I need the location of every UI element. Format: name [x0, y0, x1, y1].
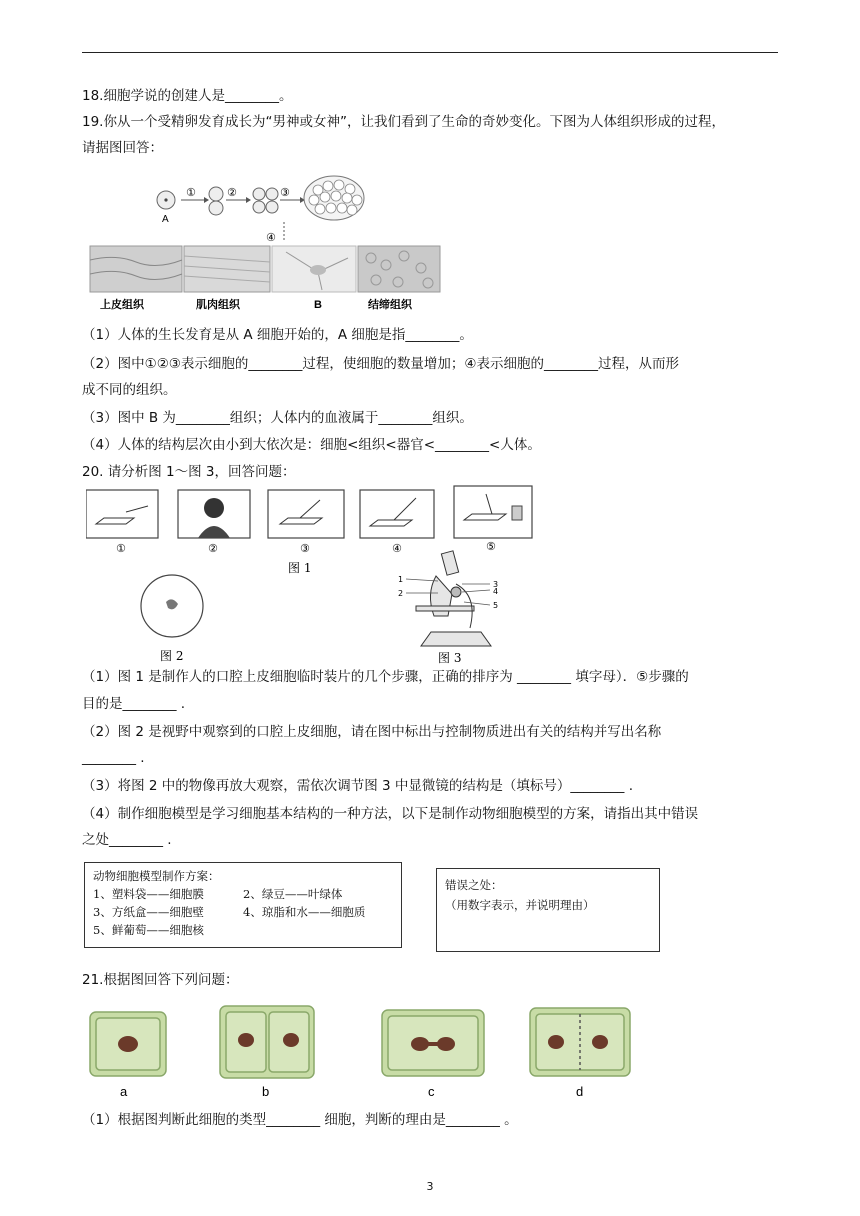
question-20-sub-2-line-1: （2）图 2 是视野中观察到的口腔上皮细胞，请在图中标出与控制物质进出有关的结构并写出名称 — [82, 724, 662, 740]
cell-label-d: d — [576, 1084, 584, 1099]
plant-cell-division-figure — [86, 1000, 636, 1100]
tissue-label-b: B — [314, 299, 322, 311]
header-rule — [82, 52, 778, 53]
step-3-marker: ③ — [280, 186, 290, 199]
error-box-hint: （用数字表示，并说明理由） — [445, 898, 595, 912]
fig2-caption: 图 2 — [160, 649, 184, 663]
question-20-sub-2-line-2: ________ . — [82, 750, 145, 766]
cell-label-a: a — [120, 1084, 128, 1099]
plan-item-5: 5、鲜葡萄——细胞核 — [93, 923, 204, 937]
plan-item-4: 4、琼脂和水——细胞质 — [243, 905, 366, 919]
microscope-label-1: 1 — [398, 575, 404, 584]
fig1-step-2: ② — [208, 542, 218, 555]
microscope-label-5: 5 — [493, 601, 499, 610]
question-19-sub-2-line-1: （2）图中①②③表示细胞的________过程，使细胞的数量增加；④表示细胞的________过程，从而形 — [82, 356, 679, 372]
fig1-step-4: ④ — [392, 542, 402, 555]
fig1-caption: 图 1 — [288, 561, 312, 575]
slide-preparation-figure — [86, 484, 536, 669]
microscope-label-2: 2 — [398, 589, 404, 598]
error-box-title: 错误之处： — [445, 878, 503, 892]
question-19-sub-3: （3）图中 B 为________组织；人体内的血液属于________组织。 — [82, 410, 473, 426]
question-19-sub-2-line-2: 成不同的组织。 — [82, 382, 177, 398]
cell-label-c: c — [428, 1084, 435, 1099]
question-20-stem: 20. 请分析图 1～图 3，回答问题： — [82, 464, 296, 480]
microscope-label-4: 4 — [493, 587, 499, 596]
question-21-stem: 21.根据图回答下列问题： — [82, 972, 239, 988]
question-20-sub-3: （3）将图 2 中的物像再放大观察，需依次调节图 3 中显微镜的结构是（填标号）________ . — [82, 778, 634, 794]
step-2-marker: ② — [227, 186, 237, 199]
question-18: 18.细胞学说的创建人是________。 — [82, 88, 293, 104]
tissue-label-muscle: 肌肉组织 — [196, 299, 240, 311]
question-20-sub-1-line-1: （1）图 1 是制作人的口腔上皮细胞临时装片的几个步骤，正确的排序为 ________ 填字母）．⑤步骤的 — [82, 669, 689, 685]
plan-item-1: 1、塑料袋——细胞膜 — [93, 887, 204, 901]
question-19-stem-line-1: 19.你从一个受精卵发育成长为“男神或女神”，让我们看到了生命的奇妙变化。下图为人体组织形成的过程， — [82, 114, 725, 130]
step-4-marker: ④ — [266, 231, 276, 244]
question-19-sub-4: （4）人体的结构层次由小到大依次是：细胞<组织<器官<________<人体。 — [82, 437, 541, 453]
cell-label-b: b — [262, 1084, 270, 1099]
question-19-stem-line-2: 请据图回答： — [82, 140, 163, 156]
question-19-sub-1: （1）人体的生长发育是从 A 细胞开始的，A 细胞是指________。 — [82, 327, 473, 343]
plan-title: 动物细胞模型制作方案： — [93, 869, 220, 883]
fig1-step-5: ⑤ — [486, 540, 496, 553]
plan-item-2: 2、绿豆——叶绿体 — [243, 887, 343, 901]
question-20-sub-4-line-2: 之处________ . — [82, 832, 172, 848]
tissue-formation-figure — [86, 170, 446, 315]
fig1-step-3: ③ — [300, 542, 310, 555]
question-20-sub-4-line-1: （4）制作细胞模型是学习细胞基本结构的一种方法，以下是制作动物细胞模型的方案，请指出其中错误 — [82, 806, 699, 822]
cell-model-plan-box — [84, 862, 402, 948]
microscope-label-3: 3 — [493, 580, 499, 589]
plan-item-3: 3、方纸盒——细胞壁 — [93, 905, 204, 919]
fig3-caption: 图 3 — [438, 651, 462, 665]
fig1-step-1: ① — [116, 542, 126, 555]
tissue-label-epithelial: 上皮组织 — [100, 299, 144, 311]
step-1-marker: ① — [186, 186, 196, 199]
cell-a-label: A — [162, 214, 169, 225]
tissue-label-connective: 结缔组织 — [368, 299, 412, 311]
page-number: 3 — [426, 1180, 434, 1193]
question-21-sub-1: （1）根据图判断此细胞的类型________ 细胞，判断的理由是________ 。 — [82, 1112, 518, 1128]
question-20-sub-1-line-2: 目的是________ . — [82, 696, 186, 712]
error-answer-box — [436, 868, 660, 952]
